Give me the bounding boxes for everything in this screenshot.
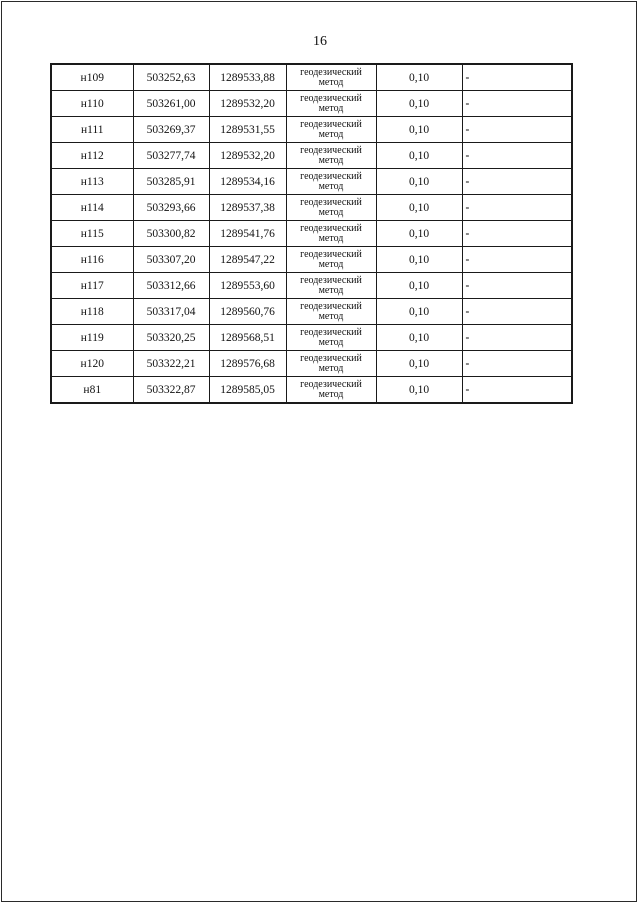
coordinates-table — [50, 63, 573, 404]
method-line-1: геодезический — [300, 249, 362, 260]
table-row — [51, 117, 572, 143]
method-line-1: геодезический — [300, 119, 362, 130]
method-line-2: метод — [318, 155, 344, 166]
method-cell — [286, 143, 376, 169]
x-coordinate-cell: 503293,66 — [133, 195, 209, 221]
table-row — [51, 221, 572, 247]
y-coordinate-cell: 1289553,60 — [209, 273, 286, 299]
method-line-2: метод — [318, 285, 344, 296]
coordinates-table-body — [51, 64, 572, 403]
accuracy-cell: 0,10 — [376, 299, 462, 325]
accuracy-cell: 0,10 — [376, 195, 462, 221]
accuracy-cell: 0,10 — [376, 64, 462, 91]
point-id-cell: н114 — [51, 195, 133, 221]
method-line-1: геодезический — [300, 353, 362, 364]
point-id-cell: н115 — [51, 221, 133, 247]
table-row — [51, 169, 572, 195]
y-coordinate-cell: 1289541,76 — [209, 221, 286, 247]
accuracy-cell: 0,10 — [376, 91, 462, 117]
table-row — [51, 377, 572, 404]
x-coordinate-cell: 503269,37 — [133, 117, 209, 143]
method-line-2: метод — [318, 233, 344, 244]
method-cell — [286, 221, 376, 247]
table-row — [51, 351, 572, 377]
accuracy-cell: 0,10 — [376, 325, 462, 351]
y-coordinate-cell: 1289560,76 — [209, 299, 286, 325]
accuracy-cell: 0,10 — [376, 377, 462, 404]
y-coordinate-cell: 1289533,88 — [209, 64, 286, 91]
method-line-1: геодезический — [300, 275, 362, 286]
y-coordinate-cell: 1289531,55 — [209, 117, 286, 143]
method-cell — [286, 247, 376, 273]
point-id-cell: н116 — [51, 247, 133, 273]
x-coordinate-cell: 503252,63 — [133, 64, 209, 91]
method-line-1: геодезический — [300, 379, 362, 390]
accuracy-cell: 0,10 — [376, 247, 462, 273]
note-cell: - — [462, 117, 572, 143]
method-cell — [286, 117, 376, 143]
x-coordinate-cell: 503285,91 — [133, 169, 209, 195]
method-cell — [286, 64, 376, 91]
method-cell — [286, 273, 376, 299]
point-id-cell: н118 — [51, 299, 133, 325]
note-cell: - — [462, 299, 572, 325]
note-cell: - — [462, 377, 572, 404]
accuracy-cell: 0,10 — [376, 143, 462, 169]
y-coordinate-cell: 1289534,16 — [209, 169, 286, 195]
method-line-1: геодезический — [300, 223, 362, 234]
y-coordinate-cell: 1289547,22 — [209, 247, 286, 273]
y-coordinate-cell: 1289576,68 — [209, 351, 286, 377]
note-cell: - — [462, 325, 572, 351]
table-row — [51, 91, 572, 117]
point-id-cell: н112 — [51, 143, 133, 169]
note-cell: - — [462, 91, 572, 117]
note-cell: - — [462, 247, 572, 273]
x-coordinate-cell: 503320,25 — [133, 325, 209, 351]
table-row — [51, 247, 572, 273]
method-line-2: метод — [318, 311, 344, 322]
y-coordinate-cell: 1289585,05 — [209, 377, 286, 404]
x-coordinate-cell: 503322,21 — [133, 351, 209, 377]
point-id-cell: н113 — [51, 169, 133, 195]
point-id-cell: н111 — [51, 117, 133, 143]
method-line-2: метод — [318, 181, 344, 192]
method-line-1: геодезический — [300, 93, 362, 104]
accuracy-cell: 0,10 — [376, 117, 462, 143]
x-coordinate-cell: 503307,20 — [133, 247, 209, 273]
method-line-2: метод — [318, 207, 344, 218]
accuracy-cell: 0,10 — [376, 169, 462, 195]
point-id-cell: н120 — [51, 351, 133, 377]
table-row — [51, 299, 572, 325]
method-cell — [286, 351, 376, 377]
note-cell: - — [462, 273, 572, 299]
method-cell — [286, 91, 376, 117]
method-line-1: геодезический — [300, 327, 362, 338]
y-coordinate-cell: 1289568,51 — [209, 325, 286, 351]
x-coordinate-cell: 503322,87 — [133, 377, 209, 404]
point-id-cell: н109 — [51, 64, 133, 91]
method-line-1: геодезический — [300, 301, 362, 312]
accuracy-cell: 0,10 — [376, 221, 462, 247]
table-row — [51, 143, 572, 169]
x-coordinate-cell: 503312,66 — [133, 273, 209, 299]
method-cell — [286, 299, 376, 325]
y-coordinate-cell: 1289532,20 — [209, 91, 286, 117]
note-cell: - — [462, 351, 572, 377]
note-cell: - — [462, 64, 572, 91]
method-cell — [286, 377, 376, 404]
table-row — [51, 273, 572, 299]
table-row — [51, 64, 572, 91]
method-line-2: метод — [318, 77, 344, 88]
method-line-2: метод — [318, 363, 344, 374]
method-cell — [286, 169, 376, 195]
accuracy-cell: 0,10 — [376, 273, 462, 299]
note-cell: - — [462, 195, 572, 221]
method-line-1: геодезический — [300, 145, 362, 156]
method-line-2: метод — [318, 337, 344, 348]
x-coordinate-cell: 503261,00 — [133, 91, 209, 117]
note-cell: - — [462, 143, 572, 169]
method-line-1: геодезический — [300, 171, 362, 182]
accuracy-cell: 0,10 — [376, 351, 462, 377]
point-id-cell: н110 — [51, 91, 133, 117]
method-line-2: метод — [318, 389, 344, 400]
method-line-2: метод — [318, 259, 344, 270]
method-line-1: геодезический — [300, 67, 362, 78]
x-coordinate-cell: 503277,74 — [133, 143, 209, 169]
note-cell: - — [462, 169, 572, 195]
method-line-1: геодезический — [300, 197, 362, 208]
point-id-cell: н119 — [51, 325, 133, 351]
table-row — [51, 325, 572, 351]
y-coordinate-cell: 1289532,20 — [209, 143, 286, 169]
table-row — [51, 195, 572, 221]
note-cell: - — [462, 221, 572, 247]
point-id-cell: н81 — [51, 377, 133, 404]
x-coordinate-cell: 503317,04 — [133, 299, 209, 325]
method-cell — [286, 195, 376, 221]
x-coordinate-cell: 503300,82 — [133, 221, 209, 247]
page-number: 16 — [313, 34, 327, 49]
method-line-2: метод — [318, 129, 344, 140]
y-coordinate-cell: 1289537,38 — [209, 195, 286, 221]
method-cell — [286, 325, 376, 351]
method-line-2: метод — [318, 103, 344, 114]
point-id-cell: н117 — [51, 273, 133, 299]
